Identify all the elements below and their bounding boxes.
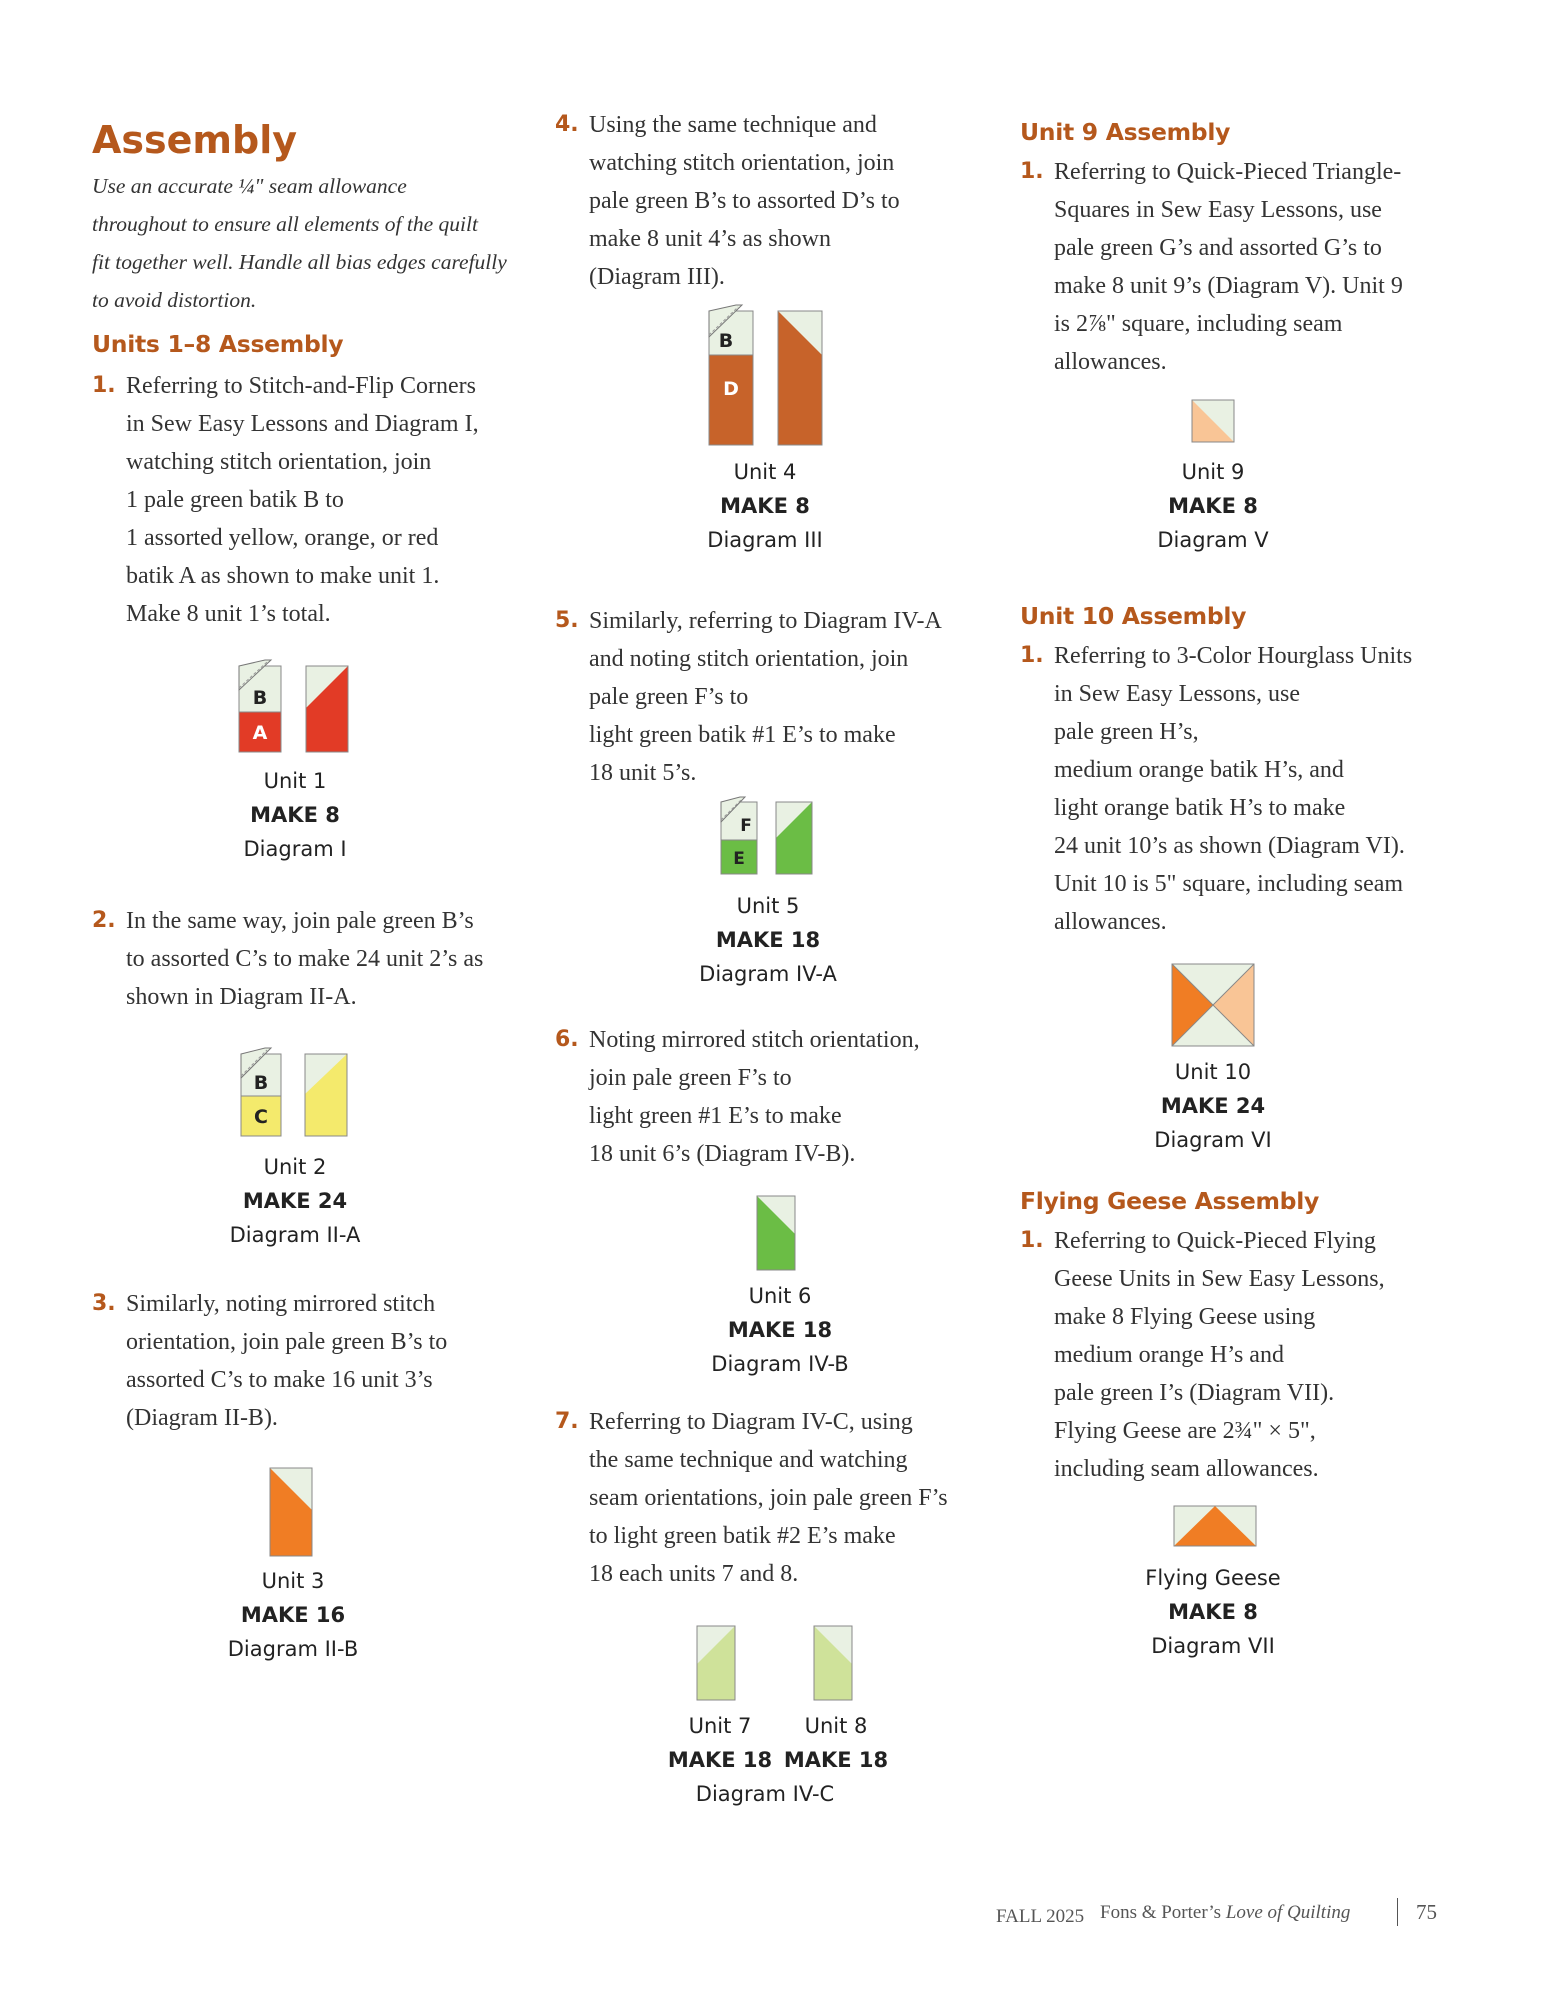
intro-line: Use an accurate ¼" seam allowance [92,174,407,198]
step-line: seam orientations, join pale green F’s [589,1485,948,1511]
caption-diagram: Diagram V [1157,528,1269,552]
step-line: the same technique and watching [589,1447,908,1473]
step-line: 1 assorted yellow, orange, or red [126,525,439,551]
issue-label: FALL 2025 [996,1906,1085,1927]
piece-d [709,355,753,445]
step-line: to assorted C’s to make 24 unit 2’s as [126,946,484,972]
magazine-name [1100,1902,1350,1932]
step-line: and noting stitch orientation, join [589,646,909,672]
step-text [1054,1222,1385,1488]
step-line: medium orange H’s and [1054,1342,1284,1368]
step-line: is 2⅞" square, including seam [1054,311,1343,337]
caption-unit: Unit 2 [263,1155,327,1179]
step-number: 7. [555,1409,579,1434]
magazine-name-b: Love of Quilting [1225,1902,1351,1923]
caption-diagram-2b [178,1564,408,1666]
diagram-flying-geese [1172,1504,1260,1550]
caption-make: MAKE 18 [783,1748,889,1772]
step-line: assorted C’s to make 16 unit 3’s [126,1367,433,1393]
label-f: F [740,816,752,836]
caption-make: MAKE 18 [667,1748,773,1772]
caption-make: MAKE 8 [1168,494,1258,518]
label-c: C [254,1106,268,1128]
caption-diagram: Diagram IV-A [699,962,837,986]
step-line: light green #1 E’s to make [589,1103,842,1129]
diagram-unit-6 [755,1194,799,1274]
diagram-unit-10 [1170,962,1258,1050]
step-line: light green batik #1 E’s to make [589,722,896,748]
step-line: batik A as shown to make unit 1. [126,563,440,589]
step-line: orientation, join pale green B’s to [126,1329,448,1355]
step-line: Referring to Diagram IV-C, using [589,1409,913,1435]
caption-unit: Unit 3 [261,1569,325,1593]
caption-unit: Unit 5 [736,894,800,918]
step-line: (Diagram III). [589,264,725,290]
label-b: B [252,687,268,709]
step-number: 3. [92,1291,116,1316]
diagram-unit-2 [238,1046,358,1146]
caption-diagram: Diagram IV-B [711,1352,849,1376]
intro-text [92,167,507,319]
step-line: 18 unit 6’s (Diagram IV-B). [589,1141,856,1167]
caption-make: MAKE 24 [1160,1094,1266,1118]
step-line: 24 unit 10’s as shown (Diagram VI). [1054,833,1405,859]
label-e: E [733,849,745,869]
caption-diagram-4b [665,1279,895,1381]
step-line: allowances. [1054,349,1167,375]
step-text [126,902,483,1016]
step-text [126,1285,447,1437]
step-line: make 8 unit 9’s (Diagram V). Unit 9 [1054,273,1403,299]
step-line: Using the same technique and [589,112,877,138]
step-line: make 8 unit 4’s as shown [589,226,831,252]
step-number: 1. [1020,159,1044,184]
caption-unit: Unit 6 [748,1284,812,1308]
caption-diagram: Diagram I [243,837,347,861]
caption-unit-8 [776,1709,896,1777]
diagram-unit-9 [1190,398,1236,444]
step-line: Similarly, noting mirrored stitch [126,1291,436,1317]
step-line: Referring to Stitch-and-Flip Corners [126,373,476,399]
step-line: Similarly, referring to Diagram IV-A [589,608,942,634]
intro-line: to avoid distortion. [92,288,257,312]
section-heading-flying-geese: Flying Geese Assembly [1020,1187,1319,1215]
step-line: Squares in Sew Easy Lessons, use [1054,197,1382,223]
caption-make: MAKE 8 [1168,1600,1258,1624]
page-title: Assembly [92,118,298,162]
caption-diagram-3 [650,455,880,557]
step-number: 1. [1020,643,1044,668]
caption-diagram-5 [1098,455,1328,557]
step-line: watching stitch orientation, join [126,449,432,475]
step-line: watching stitch orientation, join [589,150,895,176]
caption-diagram: Diagram VII [1151,1634,1275,1658]
step-line: Unit 10 is 5" square, including seam [1054,871,1404,897]
step-text [589,602,942,792]
step-number: 1. [92,373,116,398]
caption-unit: Unit 1 [263,769,327,793]
step-line: in Sew Easy Lessons, use [1054,681,1300,707]
caption-unit: Unit 4 [733,460,797,484]
caption-diagram-6 [1098,1055,1328,1157]
caption-diagram: Diagram II-A [229,1223,361,1247]
diagram-unit-5 [718,796,818,880]
step-text [589,106,900,296]
step-line: medium orange batik H’s, and [1054,757,1344,783]
step-line: pale green H’s, [1054,719,1199,745]
step-text [589,1403,948,1593]
step-line: pale green F’s to [589,684,749,710]
step-line: (Diagram II-B). [126,1405,278,1431]
step-line: 18 unit 5’s. [589,760,697,786]
intro-line: fit together well. Handle all bias edges carefully [92,250,507,274]
caption-diagram: Diagram VI [1154,1128,1272,1152]
step-line: pale green G’s and assorted G’s to [1054,235,1382,261]
step-line: In the same way, join pale green B’s [126,908,474,934]
magazine-name-a: Fons & Porter’s [1100,1902,1222,1923]
step-line: Noting mirrored stitch orientation, [589,1027,920,1053]
caption-make: MAKE 8 [720,494,810,518]
step-number: 4. [555,112,579,137]
step-line: including seam allowances. [1054,1456,1319,1482]
caption-diagram-1 [180,764,410,866]
caption-diagram: Diagram II-B [227,1637,359,1661]
step-line: pale green I’s (Diagram VII). [1054,1380,1335,1406]
label-d: D [723,378,739,400]
step-line: join pale green F’s to [589,1065,792,1091]
caption-make: MAKE 18 [715,928,821,952]
step-line: Geese Units in Sew Easy Lessons, [1054,1266,1385,1292]
unit-1-pieces [239,660,348,752]
caption-make: MAKE 24 [242,1189,348,1213]
step-line: Referring to 3-Color Hourglass Units [1054,643,1413,669]
caption-unit-7 [660,1709,780,1777]
step-line: Referring to Quick-Pieced Flying [1054,1228,1376,1254]
caption-unit: Flying Geese [1145,1566,1281,1590]
step-number: 5. [555,608,579,633]
step-line: to light green batik #2 E’s make [589,1523,896,1549]
label-b: B [253,1072,269,1094]
step-line: Referring to Quick-Pieced Triangle- [1054,159,1402,185]
section-heading-unit-10: Unit 10 Assembly [1020,602,1247,630]
step-line: shown in Diagram II-A. [126,984,357,1010]
intro-line: throughout to ensure all elements of the quilt [92,212,478,236]
unit-8 [814,1626,852,1700]
step-text [126,367,479,633]
step-line: 18 each units 7 and 8. [589,1561,799,1587]
section-heading-unit-9: Unit 9 Assembly [1020,118,1231,146]
step-line: Flying Geese are 2¾" × 5", [1054,1418,1316,1444]
step-line: pale green B’s to assorted D’s to [589,188,900,214]
caption-diagram-7 [1098,1561,1328,1663]
step-line: make 8 Flying Geese using [1054,1304,1316,1330]
unit-7 [697,1626,735,1700]
caption-unit: Unit 10 [1174,1060,1252,1084]
caption-unit: Unit 8 [804,1714,868,1738]
label-b: B [718,330,734,352]
diagram-unit-1 [236,658,356,758]
page-number: 75 [1416,1900,1437,1924]
section-heading-units-1-8: Units 1–8 Assembly [92,330,344,358]
caption-diagram: Diagram IV-C [695,1782,835,1806]
step-line: Make 8 unit 1’s total. [126,601,331,627]
footer-divider [1397,1898,1398,1926]
caption-unit: Unit 7 [688,1714,752,1738]
diagram-unit-4 [706,303,826,449]
step-text [589,1021,920,1173]
step-line: in Sew Easy Lessons and Diagram I, [126,411,479,437]
step-number: 6. [555,1027,579,1052]
caption-make: MAKE 8 [250,803,340,827]
step-number: 1. [1020,1228,1044,1253]
step-text [1054,637,1412,941]
step-line: light orange batik H’s to make [1054,795,1346,821]
caption-make: MAKE 16 [240,1603,346,1627]
step-line: allowances. [1054,909,1167,935]
caption-diagram-4a [653,889,883,991]
caption-diagram-2a [180,1150,410,1252]
label-a: A [252,722,268,744]
diagram-units-7-8 [695,1624,855,1706]
caption-diagram: Diagram III [707,528,823,552]
caption-unit: Unit 9 [1181,460,1245,484]
caption-diagram-4c [650,1777,880,1811]
diagram-unit-3 [268,1466,318,1562]
step-text [1054,153,1403,381]
step-number: 2. [92,908,116,933]
caption-make: MAKE 18 [727,1318,833,1342]
step-line: 1 pale green batik B to [126,487,344,513]
